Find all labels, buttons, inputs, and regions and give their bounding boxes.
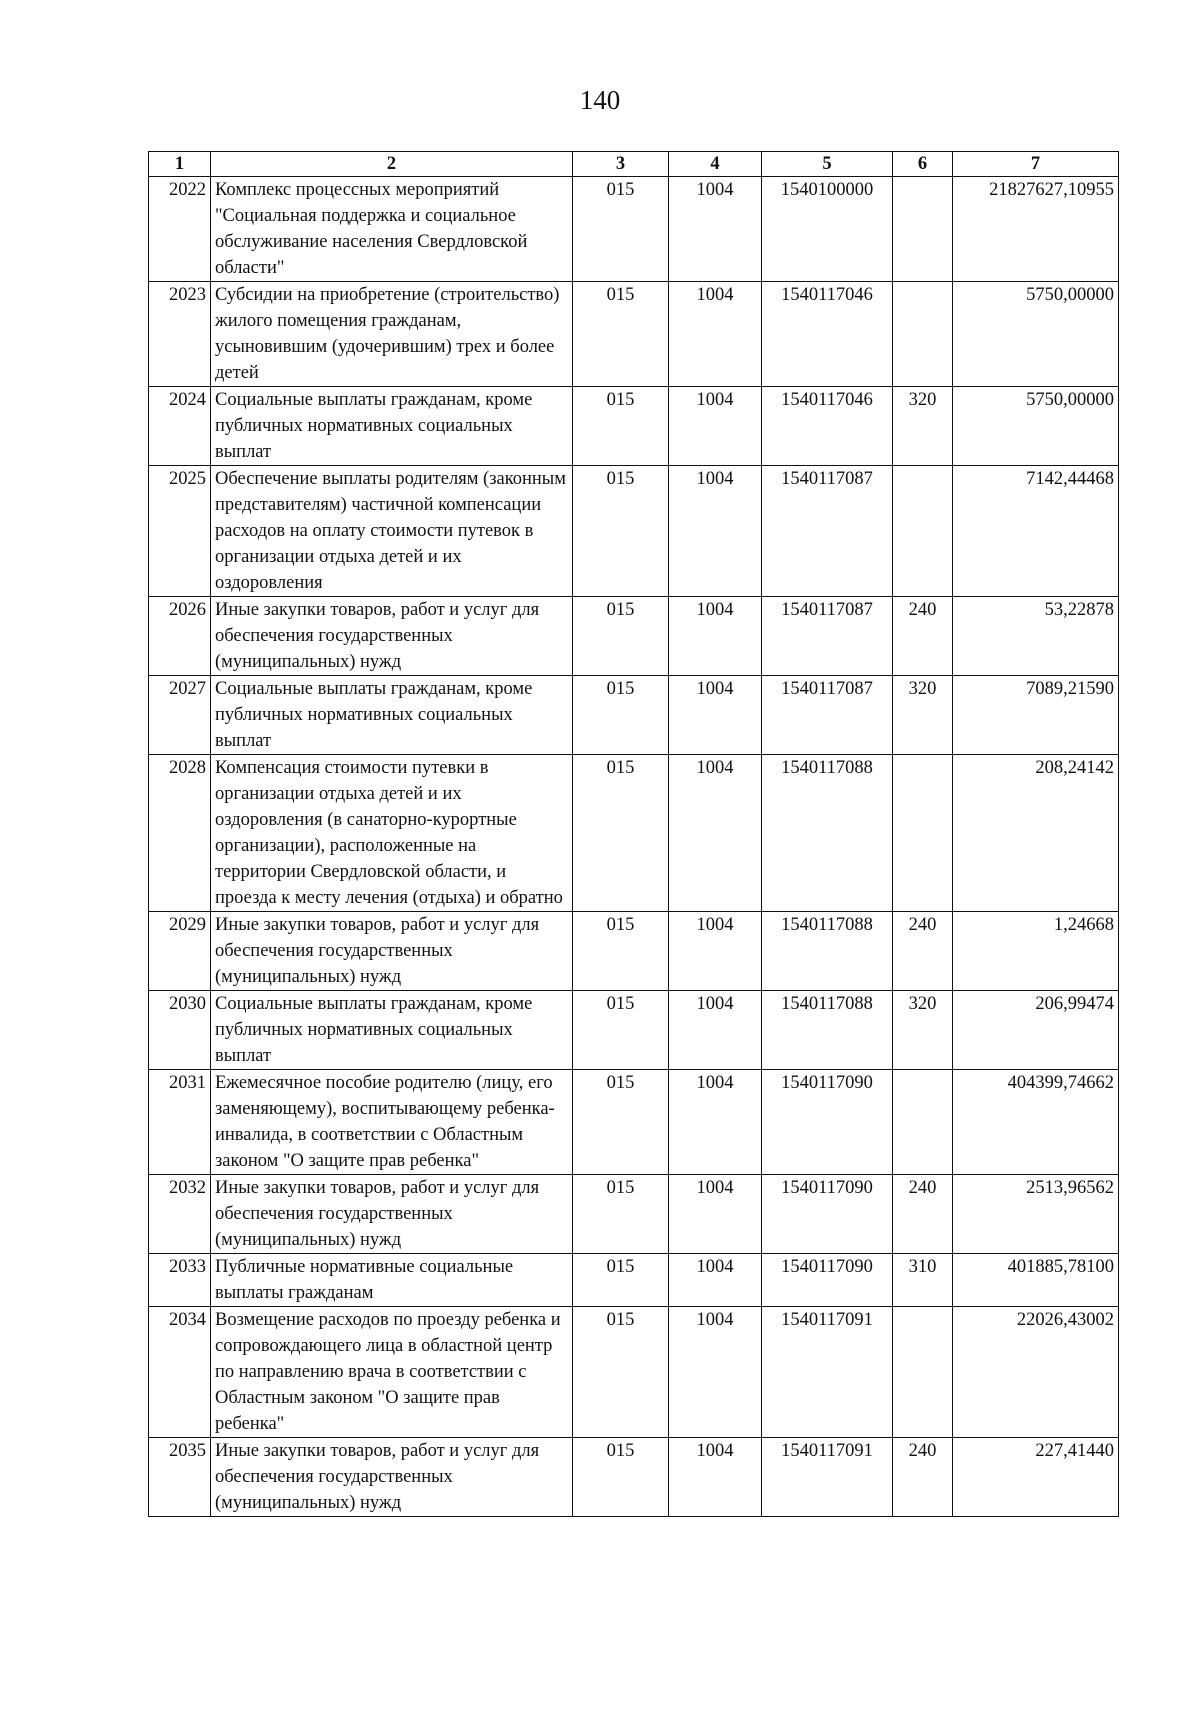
target-article-cell: 1540117088 <box>762 755 893 912</box>
section-code-cell: 1004 <box>669 466 762 597</box>
table-row <box>149 1254 1119 1307</box>
item-name-cell: Возмещение расходов по проезду ребенка и сопровождающего лица в областной центр по направлению врача в соответствии с Областным законом "О защите прав ребенка" <box>211 1307 573 1438</box>
table-row <box>149 1438 1119 1517</box>
expense-type-cell: 240 <box>893 597 953 676</box>
item-name-cell: Иные закупки товаров, работ и услуг для обеспечения государственных (муниципальных) нужд <box>211 1175 573 1254</box>
item-name-cell: Иные закупки товаров, работ и услуг для обеспечения государственных (муниципальных) нужд <box>211 597 573 676</box>
table-row <box>149 1070 1119 1175</box>
amount-cell: 206,99474 <box>953 991 1119 1070</box>
item-name-cell: Публичные нормативные социальные выплаты гражданам <box>211 1254 573 1307</box>
table-row <box>149 466 1119 597</box>
item-name-cell: Социальные выплаты гражданам, кроме публичных нормативных социальных выплат <box>211 676 573 755</box>
expense-type-cell: 320 <box>893 387 953 466</box>
table-row <box>149 1307 1119 1438</box>
page-number: 140 <box>579 85 621 115</box>
section-code-cell: 1004 <box>669 387 762 466</box>
section-code-cell: 1004 <box>669 991 762 1070</box>
ministry-code-cell: 015 <box>573 912 669 991</box>
row-number-cell: 2034 <box>149 1307 211 1438</box>
section-code-cell: 1004 <box>669 912 762 991</box>
row-number-cell: 2027 <box>149 676 211 755</box>
header-col-2: 2 <box>211 152 573 177</box>
section-code-cell: 1004 <box>669 177 762 282</box>
header-col-7: 7 <box>953 152 1119 177</box>
row-number-cell: 2026 <box>149 597 211 676</box>
target-article-cell: 1540117087 <box>762 466 893 597</box>
target-article-cell: 1540117087 <box>762 597 893 676</box>
target-article-cell: 1540117090 <box>762 1175 893 1254</box>
ministry-code-cell: 015 <box>573 1254 669 1307</box>
section-code-cell: 1004 <box>669 1254 762 1307</box>
item-name-cell: Компенсация стоимости путевки в организации отдыха детей и их оздоровления (в санаторно-курортные организации), расположенные на территории Свердловской области, и проезда к месту лечения (отдыха) и обратно <box>211 755 573 912</box>
amount-cell: 21827627,10955 <box>953 177 1119 282</box>
row-number-cell: 2029 <box>149 912 211 991</box>
amount-cell: 404399,74662 <box>953 1070 1119 1175</box>
target-article-cell: 1540117091 <box>762 1307 893 1438</box>
item-name-cell: Обеспечение выплаты родителям (законным представителям) частичной компенсации расходов на оплату стоимости путевок в организации отдыха детей и их оздоровления <box>211 466 573 597</box>
ministry-code-cell: 015 <box>573 1307 669 1438</box>
section-code-cell: 1004 <box>669 1070 762 1175</box>
item-name-cell: Ежемесячное пособие родителю (лицу, его заменяющему), воспитывающему ребенка-инвалида, в соответствии с Областным законом "О защите прав ребенка" <box>211 1070 573 1175</box>
header-col-6: 6 <box>893 152 953 177</box>
table-row <box>149 597 1119 676</box>
expense-type-cell <box>893 282 953 387</box>
row-number-cell: 2033 <box>149 1254 211 1307</box>
ministry-code-cell: 015 <box>573 755 669 912</box>
row-number-cell: 2030 <box>149 991 211 1070</box>
expense-type-cell: 240 <box>893 912 953 991</box>
row-number-cell: 2028 <box>149 755 211 912</box>
target-article-cell: 1540117088 <box>762 991 893 1070</box>
item-name-cell: Социальные выплаты гражданам, кроме публичных нормативных социальных выплат <box>211 387 573 466</box>
amount-cell: 227,41440 <box>953 1438 1119 1517</box>
amount-cell: 1,24668 <box>953 912 1119 991</box>
ministry-code-cell: 015 <box>573 177 669 282</box>
header-col-1: 1 <box>149 152 211 177</box>
amount-cell: 53,22878 <box>953 597 1119 676</box>
table-row <box>149 755 1119 912</box>
row-number-cell: 2031 <box>149 1070 211 1175</box>
amount-cell: 5750,00000 <box>953 387 1119 466</box>
section-code-cell: 1004 <box>669 597 762 676</box>
expense-type-cell: 240 <box>893 1438 953 1517</box>
expense-type-cell <box>893 177 953 282</box>
table-row <box>149 912 1119 991</box>
section-code-cell: 1004 <box>669 1175 762 1254</box>
amount-cell: 5750,00000 <box>953 282 1119 387</box>
table-row <box>149 991 1119 1070</box>
table-header-row <box>149 152 1119 177</box>
target-article-cell: 1540117046 <box>762 387 893 466</box>
item-name-cell: Комплекс процессных мероприятий "Социальная поддержка и социальное обслуживание населения Свердловской области" <box>211 177 573 282</box>
target-article-cell: 1540117087 <box>762 676 893 755</box>
budget-table <box>148 151 1119 1517</box>
target-article-cell: 1540117091 <box>762 1438 893 1517</box>
table-row <box>149 387 1119 466</box>
table-row <box>149 282 1119 387</box>
table-row <box>149 676 1119 755</box>
ministry-code-cell: 015 <box>573 387 669 466</box>
amount-cell: 7089,21590 <box>953 676 1119 755</box>
target-article-cell: 1540117046 <box>762 282 893 387</box>
amount-cell: 401885,78100 <box>953 1254 1119 1307</box>
section-code-cell: 1004 <box>669 1438 762 1517</box>
header-col-5: 5 <box>762 152 893 177</box>
row-number-cell: 2024 <box>149 387 211 466</box>
ministry-code-cell: 015 <box>573 1175 669 1254</box>
ministry-code-cell: 015 <box>573 676 669 755</box>
section-code-cell: 1004 <box>669 755 762 912</box>
ministry-code-cell: 015 <box>573 466 669 597</box>
section-code-cell: 1004 <box>669 1307 762 1438</box>
expense-type-cell <box>893 466 953 597</box>
item-name-cell: Субсидии на приобретение (строительство) жилого помещения гражданам, усыновившим (удочерившим) трех и более детей <box>211 282 573 387</box>
table-row <box>149 1175 1119 1254</box>
expense-type-cell <box>893 1070 953 1175</box>
ministry-code-cell: 015 <box>573 1438 669 1517</box>
expense-type-cell: 240 <box>893 1175 953 1254</box>
target-article-cell: 1540117088 <box>762 912 893 991</box>
row-number-cell: 2025 <box>149 466 211 597</box>
table-row <box>149 177 1119 282</box>
ministry-code-cell: 015 <box>573 597 669 676</box>
section-code-cell: 1004 <box>669 676 762 755</box>
row-number-cell: 2032 <box>149 1175 211 1254</box>
target-article-cell: 1540117090 <box>762 1070 893 1175</box>
item-name-cell: Иные закупки товаров, работ и услуг для обеспечения государственных (муниципальных) нужд <box>211 1438 573 1517</box>
ministry-code-cell: 015 <box>573 282 669 387</box>
target-article-cell: 1540100000 <box>762 177 893 282</box>
amount-cell: 7142,44468 <box>953 466 1119 597</box>
item-name-cell: Социальные выплаты гражданам, кроме публичных нормативных социальных выплат <box>211 991 573 1070</box>
expense-type-cell: 310 <box>893 1254 953 1307</box>
header-col-3: 3 <box>573 152 669 177</box>
row-number-cell: 2023 <box>149 282 211 387</box>
amount-cell: 22026,43002 <box>953 1307 1119 1438</box>
target-article-cell: 1540117090 <box>762 1254 893 1307</box>
amount-cell: 2513,96562 <box>953 1175 1119 1254</box>
expense-type-cell: 320 <box>893 991 953 1070</box>
item-name-cell: Иные закупки товаров, работ и услуг для обеспечения государственных (муниципальных) нужд <box>211 912 573 991</box>
table-body <box>149 177 1119 1517</box>
row-number-cell: 2022 <box>149 177 211 282</box>
expense-type-cell <box>893 1307 953 1438</box>
amount-cell: 208,24142 <box>953 755 1119 912</box>
expense-type-cell: 320 <box>893 676 953 755</box>
ministry-code-cell: 015 <box>573 991 669 1070</box>
row-number-cell: 2035 <box>149 1438 211 1517</box>
ministry-code-cell: 015 <box>573 1070 669 1175</box>
header-col-4: 4 <box>669 152 762 177</box>
expense-type-cell <box>893 755 953 912</box>
section-code-cell: 1004 <box>669 282 762 387</box>
